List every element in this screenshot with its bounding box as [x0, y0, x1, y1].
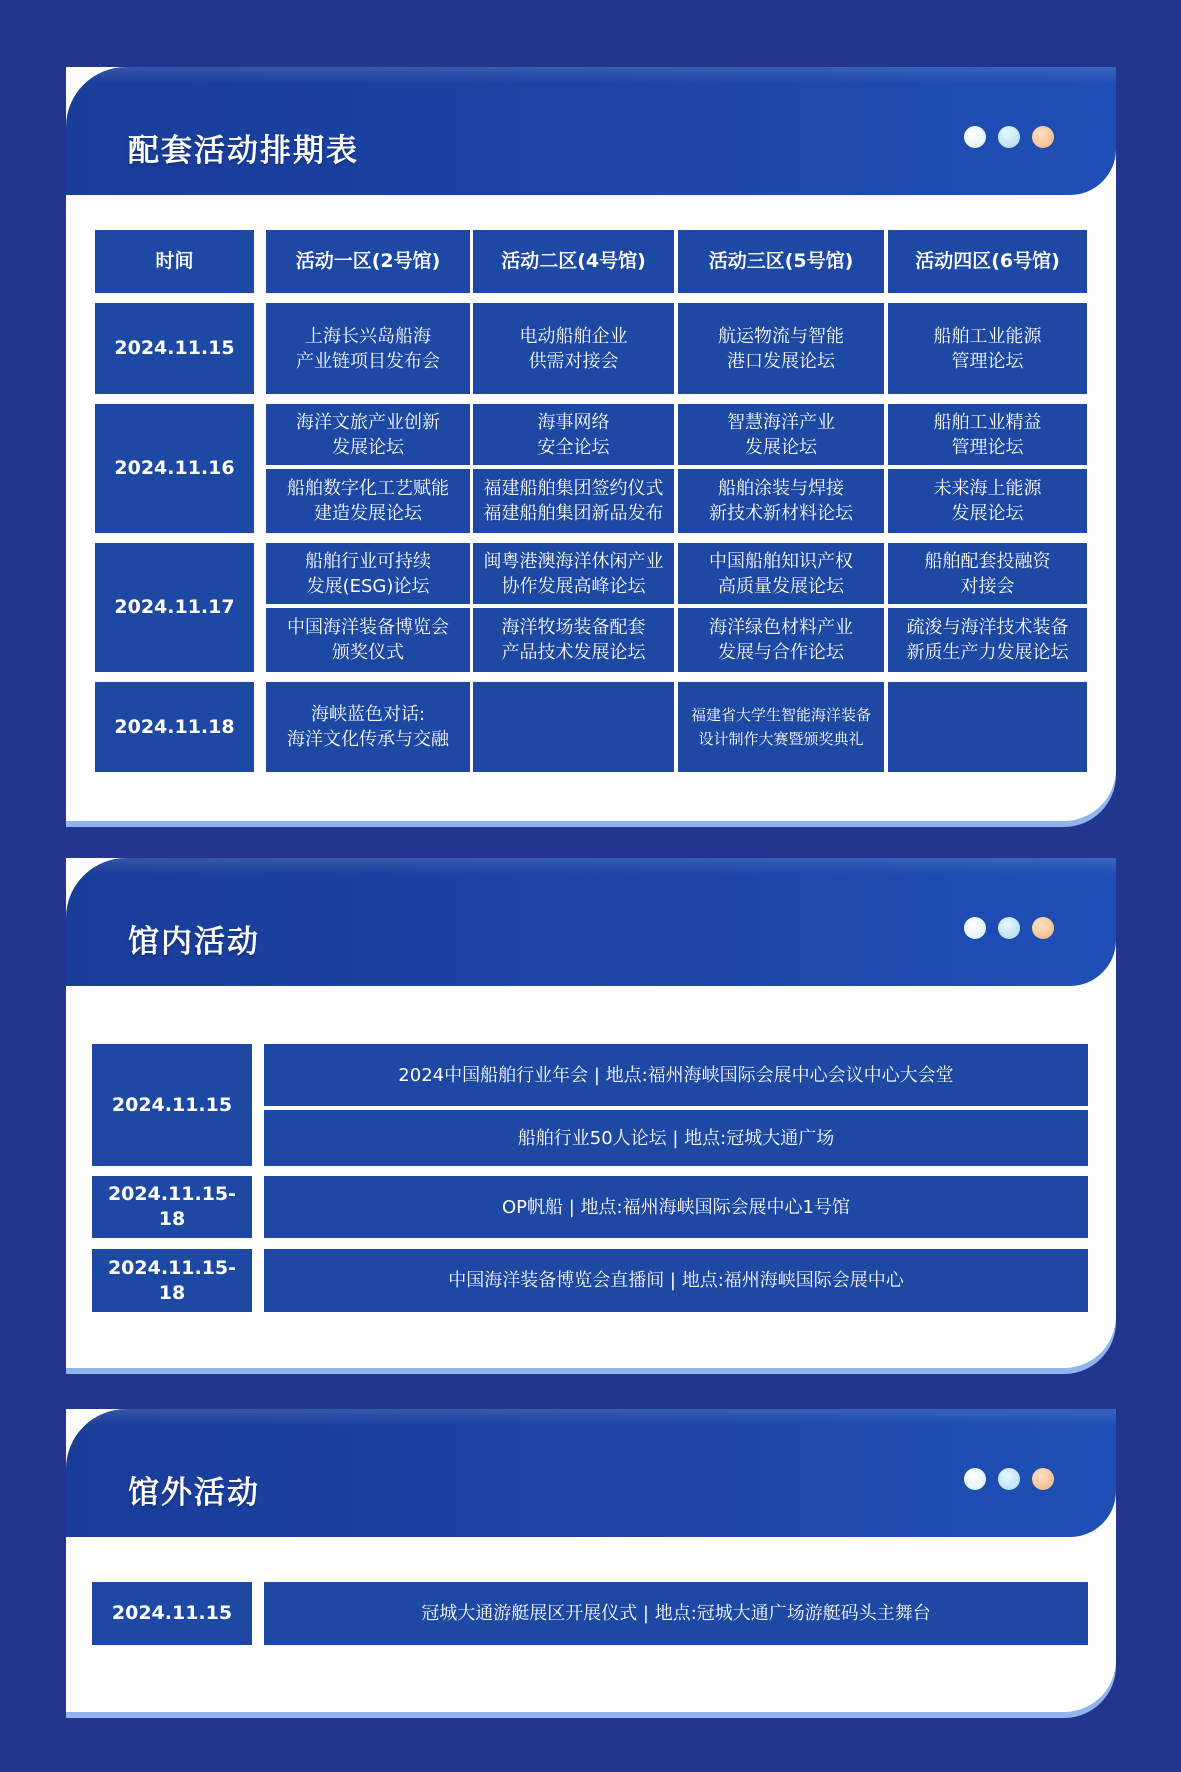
- outdoor-header: [66, 1409, 1116, 1537]
- event-cell: 疏浚与海洋技术装备 新质生产力发展论坛: [888, 608, 1087, 672]
- event-cell: 船舶涂装与焊接 新技术新材料论坛: [678, 469, 884, 533]
- date-cell: 2024.11.15-18: [92, 1249, 252, 1312]
- activity-cell: 船舶行业50人论坛 | 地点:冠城大通广场: [264, 1110, 1088, 1166]
- activity-cell: 2024中国船舶行业年会 | 地点:福州海峡国际会展中心会议中心大会堂: [264, 1044, 1088, 1106]
- event-cell: 海峡蓝色对话: 海洋文化传承与交融: [266, 682, 470, 772]
- event-cell: 船舶数字化工艺赋能 建造发展论坛: [266, 469, 470, 533]
- dot-white-icon: [964, 1468, 986, 1490]
- dot-light-blue-icon: [998, 1468, 1020, 1490]
- empty-cell: [473, 682, 674, 772]
- activity-cell: OP帆船 | 地点:福州海峡国际会展中心1号馆: [264, 1176, 1088, 1238]
- event-cell: 海洋绿色材料产业 发展与合作论坛: [678, 608, 884, 672]
- dot-white-icon: [964, 917, 986, 939]
- table-header-zone1: 活动一区(2号馆): [266, 230, 470, 293]
- event-cell: 船舶行业可持续 发展(ESG)论坛: [266, 543, 470, 604]
- event-cell: 智慧海洋产业 发展论坛: [678, 404, 884, 465]
- event-cell: 福建船舶集团签约仪式 福建船舶集团新品发布: [473, 469, 674, 533]
- decor-dots: [964, 1468, 1054, 1490]
- event-cell: 福建省大学生智能海洋装备 设计制作大赛暨颁奖典礼: [678, 682, 884, 772]
- date-cell: 2024.11.18: [95, 682, 254, 772]
- dot-peach-icon: [1032, 126, 1054, 148]
- table-header-zone4: 活动四区(6号馆): [888, 230, 1087, 293]
- event-cell: 海洋文旅产业创新 发展论坛: [266, 404, 470, 465]
- date-cell: 2024.11.15: [92, 1044, 252, 1166]
- date-cell: 2024.11.15: [95, 303, 254, 394]
- schedule-header: [66, 67, 1116, 195]
- event-cell: 闽粤港澳海洋休闲产业 协作发展高峰论坛: [473, 543, 674, 604]
- dot-white-icon: [964, 126, 986, 148]
- event-cell: 上海长兴岛船海 产业链项目发布会: [266, 303, 470, 394]
- date-cell: 2024.11.15-18: [92, 1176, 252, 1238]
- empty-cell: [888, 682, 1087, 772]
- event-cell: 船舶工业能源 管理论坛: [888, 303, 1087, 394]
- table-header-zone3: 活动三区(5号馆): [678, 230, 884, 293]
- indoor-title: 馆内活动: [128, 924, 260, 960]
- event-cell: 船舶配套投融资 对接会: [888, 543, 1087, 604]
- indoor-panel: [66, 858, 1116, 1368]
- event-cell: 中国海洋装备博览会 颁奖仪式: [266, 608, 470, 672]
- dot-light-blue-icon: [998, 917, 1020, 939]
- schedule-panel: [66, 67, 1116, 821]
- decor-dots: [964, 917, 1054, 939]
- activity-cell: 冠城大通游艇展区开展仪式 | 地点:冠城大通广场游艇码头主舞台: [264, 1582, 1088, 1645]
- table-header-time: 时间: [95, 230, 254, 293]
- event-cell: 航运物流与智能 港口发展论坛: [678, 303, 884, 394]
- decor-dots: [964, 126, 1054, 148]
- date-cell: 2024.11.17: [95, 543, 254, 672]
- table-header-zone2: 活动二区(4号馆): [473, 230, 674, 293]
- dot-light-blue-icon: [998, 126, 1020, 148]
- date-cell: 2024.11.16: [95, 404, 254, 533]
- dot-peach-icon: [1032, 1468, 1054, 1490]
- indoor-header: [66, 858, 1116, 986]
- date-cell: 2024.11.15: [92, 1582, 252, 1645]
- schedule-title: 配套活动排期表: [128, 133, 359, 169]
- event-cell: 未来海上能源 发展论坛: [888, 469, 1087, 533]
- activity-cell: 中国海洋装备博览会直播间 | 地点:福州海峡国际会展中心: [264, 1249, 1088, 1312]
- outdoor-panel: [66, 1409, 1116, 1712]
- outdoor-title: 馆外活动: [128, 1475, 260, 1511]
- event-cell: 电动船舶企业 供需对接会: [473, 303, 674, 394]
- event-cell: 船舶工业精益 管理论坛: [888, 404, 1087, 465]
- event-cell: 中国船舶知识产权 高质量发展论坛: [678, 543, 884, 604]
- event-cell: 海事网络 安全论坛: [473, 404, 674, 465]
- event-cell: 海洋牧场装备配套 产品技术发展论坛: [473, 608, 674, 672]
- dot-peach-icon: [1032, 917, 1054, 939]
